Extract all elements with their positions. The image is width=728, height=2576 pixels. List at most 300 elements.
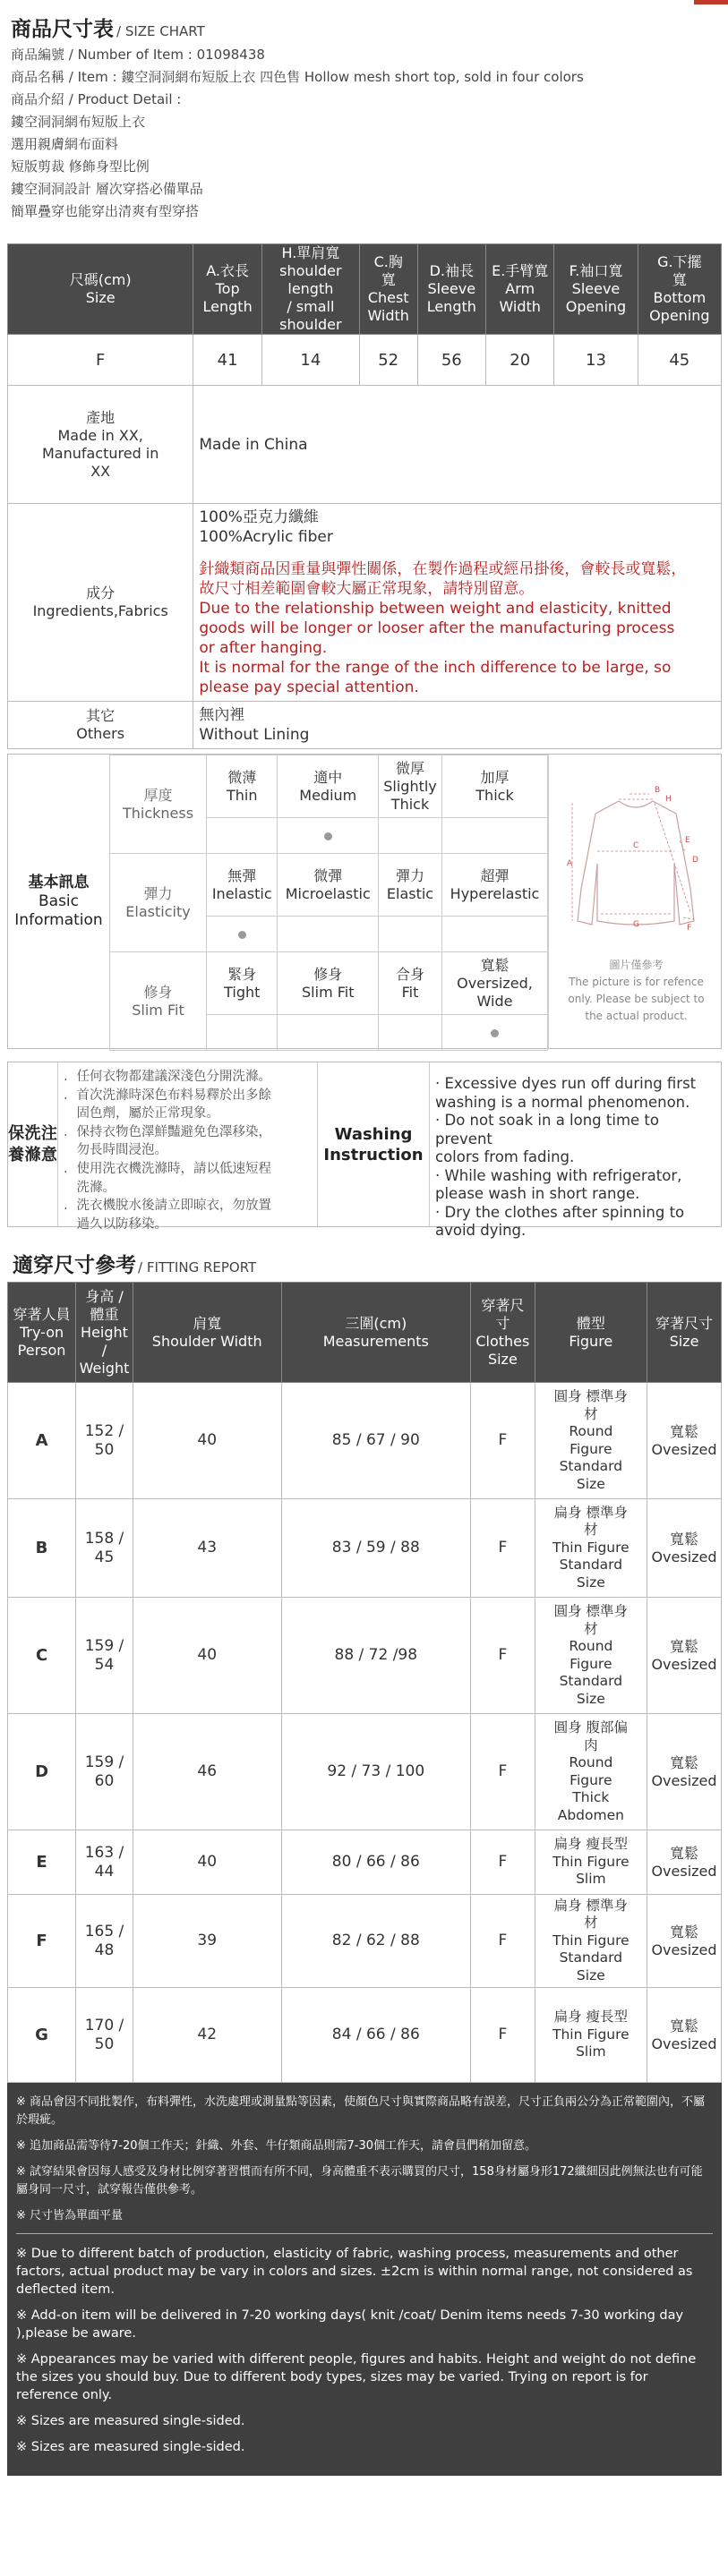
others-label-text: 其它 (86, 707, 116, 724)
washing-label-en (317, 1062, 429, 1226)
size-value-cell: 20 (486, 335, 554, 386)
attribute-option-text: 彈力 (396, 866, 425, 884)
figure-type-text: 圓身 標準身 (553, 1603, 629, 1619)
figure-type-text: Size (576, 1690, 605, 1707)
washing-item-zh: 勿長時間浸泡。 (64, 1143, 167, 1158)
washing-label-zh-text: 保養 (8, 1123, 25, 1164)
basic-info-label-zh: 基本訊息 (28, 873, 90, 891)
figure-caption-line: the actual product. (585, 1010, 688, 1022)
fitting-header-text: Try-on (19, 1323, 64, 1341)
note-zh: ※ 尺寸皆為單面平量 (16, 2209, 124, 2222)
measurements: 80 / 66 / 86 (281, 1830, 471, 1895)
note-zh: ※ 追加商品需等待7-20個工作天；針織、外套、牛仔類商品則需7-30個工作天，請會員們稍加留意。 (16, 2139, 537, 2153)
height-weight-text: 152 / (84, 1421, 124, 1440)
attribute-indicator-cell (207, 818, 278, 854)
attribute-option-text: Slightly (383, 777, 437, 795)
attribute-category-text: 修身 (143, 983, 173, 1001)
figure-type (535, 1714, 647, 1830)
attribute-option-text: Thin (226, 786, 258, 804)
size-header-col (554, 244, 638, 335)
attribute-indicator-cell (278, 1015, 379, 1051)
washing-item-en: · Do not soak in a long time to prevent (435, 1112, 659, 1147)
fit-size-text: Ovesized (651, 1941, 717, 1958)
fitting-header-text: 穿著尺 (481, 1296, 525, 1314)
attribute-option-text: Tight (224, 983, 261, 1001)
height-weight (76, 1383, 133, 1499)
warning-line: goods will be longer or looser after the manufacturing process (199, 619, 675, 637)
size-value-cell: 13 (554, 335, 638, 386)
figure-type-text: 材 (584, 1405, 598, 1422)
fitting-header-text: Height (81, 1323, 128, 1341)
attribute-indicator-cell (441, 917, 547, 952)
attribute-category-text: Thickness (122, 804, 194, 822)
size-header-text: Top (215, 280, 240, 297)
fig-letter-d: D (692, 856, 698, 865)
attribute-option-text: Elastic (386, 884, 434, 902)
attribute-option (207, 854, 278, 917)
knit-warning (199, 559, 715, 697)
fit-size (647, 1895, 722, 1988)
figure-type-text: Thin Figure (552, 1539, 630, 1556)
figure-type (535, 1383, 647, 1499)
basic-info-label-en-1: Basic (38, 891, 79, 910)
height-weight-text: 45 (94, 1548, 115, 1566)
fitting-header-text: Measurements (322, 1332, 429, 1350)
washing-item-zh: ．使用洗衣機洗滌時，請以低速短程 (64, 1161, 271, 1176)
others-label (8, 702, 193, 749)
attribute-option-text: 微彈 (313, 866, 343, 884)
attribute-option (441, 854, 547, 917)
washing-list-zh (57, 1062, 317, 1232)
try-on-person: D (8, 1714, 76, 1830)
attribute-option (278, 952, 379, 1015)
origin-row (8, 386, 722, 504)
size-header-text: Opening (649, 307, 710, 324)
fig-letter-a: A (567, 859, 573, 868)
origin-value: Made in China (193, 386, 722, 504)
attribute-indicator-cell (207, 1015, 278, 1051)
washing-list-en (429, 1062, 721, 1239)
washing-item-zh: ．保持衣物色澤鮮豔避免色澤移染， (64, 1124, 271, 1139)
figure-type-text: Thin Figure (552, 1853, 630, 1870)
fitting-header-text: Weight (79, 1359, 130, 1377)
attribute-option (207, 755, 278, 818)
fig-letter-h: H (665, 795, 672, 804)
shoulder-width: 42 (133, 1988, 281, 2083)
height-weight-text: 170 / (84, 2016, 124, 2034)
size-table (7, 243, 722, 749)
washing-item-zh: ．洗衣機脫水後請立即晾衣，勿放置 (64, 1198, 271, 1214)
material-label-text: Ingredients,Fabrics (32, 602, 168, 619)
material-value (193, 504, 722, 702)
size-header-col (8, 244, 193, 335)
fitting-header-text: 三圍(cm) (345, 1314, 407, 1332)
size-header-text: Size (85, 289, 116, 306)
size-header-text: Arm Width (499, 280, 541, 315)
fitting-header-col (8, 1283, 76, 1383)
attribute-indicator-cell (441, 818, 547, 854)
size-header-col (486, 244, 554, 335)
product-info-line: 短版剪裁 修飾身型比例 (11, 158, 150, 175)
fitting-header-col (133, 1283, 281, 1383)
title-en: / SIZE CHART (116, 23, 205, 39)
attribute-option (278, 854, 379, 917)
fit-size-text: Ovesized (651, 2034, 717, 2052)
attribute-category-text: 彈力 (143, 884, 173, 902)
warning-line: 針織類商品因重量與彈性關係，在製作過程或經吊掛後，會較長或寬鬆， (199, 560, 687, 578)
size-header-text: 寬 (381, 271, 396, 288)
size-header-text: Width (367, 307, 409, 324)
attribute-option-text: Thick (475, 786, 514, 804)
fitting-header-col (281, 1283, 471, 1383)
figure-type-text: Figure (570, 1440, 612, 1457)
shoulder-width: 40 (133, 1383, 281, 1499)
washing-item-en: · Dry the clothes after spinning to (435, 1203, 685, 1221)
fitting-header-text: 寸 (495, 1314, 510, 1332)
attribute-option-text: 微厚 (396, 759, 425, 777)
product-info-line: 鏤空洞洞設計 層次穿搭必備單品 (11, 181, 203, 197)
attribute-option-text: Hyperelastic (450, 884, 540, 902)
size-header-text: C.胸 (373, 253, 403, 270)
attribute-option-text: Inelastic (211, 884, 272, 902)
fig-letter-g: G (633, 920, 639, 929)
washing-item-en: avoid dying. (435, 1222, 527, 1239)
attribute-option-text: 適中 (313, 768, 343, 786)
figure-type-text: 扁身 標準身 (553, 1504, 629, 1521)
attribute-option-text: Microelastic (285, 884, 371, 902)
attribute-option-text: 無彈 (227, 866, 257, 884)
fit-size-text: 寬鬆 (670, 1637, 699, 1655)
height-weight-text: 50 (94, 1440, 115, 1459)
size-header-text: Chest (367, 289, 409, 306)
size-header-text: 寬 (672, 271, 687, 288)
product-info (11, 44, 717, 223)
try-on-person: E (8, 1830, 76, 1895)
attribute-option (278, 755, 379, 818)
figure-caption-line: 圖片僅參考 (609, 959, 664, 971)
figure-type-text: 材 (584, 1522, 598, 1539)
fitting-header-text: 體重 (90, 1305, 119, 1323)
clothes-size: F (471, 1383, 535, 1499)
height-weight (76, 1714, 133, 1830)
size-header-text: Sleeve (427, 280, 476, 297)
figure-type (535, 1830, 647, 1895)
height-weight-text: 159 / (84, 1636, 124, 1655)
attribute-option-text: Medium (299, 786, 357, 804)
figure-type-text: Slim (576, 1871, 606, 1888)
fitting-header-text: Person (17, 1341, 66, 1359)
others-row (8, 702, 722, 749)
attribute-row (110, 755, 548, 818)
selected-dot-icon (238, 931, 246, 939)
basic-info-label-en-2: Information (14, 910, 103, 929)
clothes-size: F (471, 1499, 535, 1598)
size-value-cell: 45 (638, 335, 721, 386)
attribute-category (110, 854, 207, 952)
figure-type-text: Abdomen (557, 1806, 624, 1823)
shoulder-width: 40 (133, 1830, 281, 1895)
fitting-header-text: Clothes (475, 1332, 530, 1350)
note-en: ※ Add-on item will be delivered in 7-20 working days( knit /coat/ Denim items needs 7-30 working day ),please be aware. (16, 2308, 684, 2341)
warning-line: Due to the relationship between weight and elasticity, knitted (199, 600, 672, 618)
size-header-col (261, 244, 359, 335)
fitting-row (8, 1383, 722, 1499)
figure-type-text: Thin Figure (552, 2026, 630, 2043)
material-lines (199, 508, 715, 547)
product-header (0, 0, 728, 223)
warning-line: It is normal for the range of the inch difference to be large, so (199, 659, 672, 677)
try-on-person: G (8, 1988, 76, 2083)
figure-type-text: Figure (570, 1655, 612, 1672)
attribute-option-text: 微薄 (227, 768, 257, 786)
attribute-option (379, 755, 442, 818)
size-header-col (359, 244, 417, 335)
attribute-option (441, 755, 547, 818)
figure-caption-line: only. Please be subject to (568, 993, 705, 1005)
fitting-row (8, 1895, 722, 1988)
figure-type-text: Standard (559, 1673, 623, 1689)
washing-item-en: · While washing with refrigerator, (435, 1166, 682, 1184)
garment-diagram (548, 755, 723, 1048)
attribute-indicator-cell (278, 917, 379, 952)
size-header-col (193, 244, 262, 335)
fit-size-text: Ovesized (651, 1771, 717, 1789)
washing-item-en: colors from fading. (435, 1148, 575, 1165)
fit-size-text: 寬鬆 (670, 1844, 699, 1862)
origin-label-text: 產地 (86, 408, 116, 426)
product-info-line: 商品名稱 / Item : 鏤空洞洞網布短版上衣 四色售 Hollow mesh short top, sold in four colors (11, 69, 584, 85)
others-line: Without Lining (199, 726, 310, 744)
attribute-category-text: Slim Fit (132, 1001, 184, 1019)
figure-type-text: 圓身 腹部偏 (553, 1719, 629, 1736)
figure-type-text: 肉 (584, 1736, 598, 1753)
figure-type (535, 1895, 647, 1988)
height-weight (76, 1895, 133, 1988)
figure-type-text: Thick (572, 1789, 610, 1805)
origin-label-text: Manufactured in (41, 444, 159, 462)
figure-type-text: 材 (584, 1915, 598, 1932)
size-header-text: / small shoulder (279, 298, 342, 333)
washing-item-zh: 固色劑，屬於正常現象。 (64, 1106, 219, 1122)
size-value-cell: 14 (261, 335, 359, 386)
figure-type-text: 圓身 標準身 (553, 1388, 629, 1404)
fig-letter-f: F (687, 924, 692, 933)
fit-size-text: 寬鬆 (670, 1753, 699, 1771)
try-on-person: C (8, 1598, 76, 1714)
fit-size-text: 寬鬆 (670, 1422, 699, 1440)
figure-type (535, 1598, 647, 1714)
fig-letter-b: B (655, 786, 661, 795)
fit-size (647, 1714, 722, 1830)
attribute-indicator-cell (207, 917, 278, 952)
height-weight (76, 1598, 133, 1714)
origin-label-text: XX (90, 462, 111, 480)
attribute-option-text: 加厚 (480, 768, 510, 786)
size-header-text: Opening (565, 298, 627, 315)
figure-type-text: Figure (570, 1771, 612, 1788)
washing-item-zh: ．首次洗滌時深色布料易釋於出多餘 (64, 1088, 271, 1103)
measurements: 84 / 66 / 86 (281, 1988, 471, 2083)
origin-label-text: Made in XX, (57, 426, 143, 444)
attribute-row (110, 854, 548, 917)
fitting-header-text: 體型 (576, 1314, 605, 1332)
product-info-line: 簡單疊穿也能穿出清爽有型穿搭 (11, 203, 200, 219)
fitting-table (7, 1282, 722, 2083)
material-row (8, 504, 722, 702)
height-weight-text: 163 / (84, 1843, 124, 1862)
washing-item-zh: ．任何衣物都建議深淺色分開洗滌。 (64, 1070, 271, 1084)
figure-type-text: Standard (559, 1557, 623, 1574)
attribute-category-text: 厚度 (143, 786, 173, 804)
note-en: ※ Sizes are measured single-sided. (16, 2440, 245, 2454)
fitting-header-text: Figure (569, 1332, 613, 1350)
clothes-size: F (471, 1598, 535, 1714)
fitting-row (8, 1598, 722, 1714)
try-on-person: F (8, 1895, 76, 1988)
figure-type-text: Standard (559, 1949, 623, 1966)
clothes-size: F (471, 1714, 535, 1830)
clothes-size: F (471, 1895, 535, 1988)
height-weight-text: 165 / (84, 1922, 124, 1941)
fit-size-text: 寬鬆 (670, 2017, 699, 2034)
attribute-option-text: 修身 (313, 965, 343, 983)
fig-letter-e: E (685, 836, 690, 845)
measurements: 83 / 59 / 88 (281, 1499, 471, 1598)
shoulder-width: 39 (133, 1895, 281, 1988)
note-zh: ※ 試穿結果會因每人感受及身材比例穿著習慣而有所不同，身高體重不表示購買的尺寸，158身材屬身形172纖細因此例無法也有可能屬身同一尺寸，試穿報告僅供參考。 (16, 2165, 703, 2196)
figure-caption (549, 957, 724, 1025)
height-weight (76, 1830, 133, 1895)
others-line: 無內裡 (199, 706, 245, 724)
figure-type-text: 扁身 瘦長型 (553, 2009, 629, 2026)
fitting-header-col (471, 1283, 535, 1383)
shoulder-width: 46 (133, 1714, 281, 1830)
height-weight-text: 44 (94, 1862, 115, 1881)
title-zh: 商品尺寸表 (11, 18, 114, 41)
fitting-title-en: / FITTING REPORT (138, 1259, 257, 1275)
attribute-category-text: Elasticity (125, 902, 191, 920)
material-label (8, 504, 193, 702)
attribute-option-text: 合身 (396, 965, 425, 983)
size-header-col (638, 244, 721, 335)
washing-label-zh (8, 1062, 57, 1226)
size-chart-title (11, 13, 717, 42)
washing-instruction (7, 1062, 722, 1239)
size-value-cell: 41 (193, 335, 262, 386)
size-header-text: D.袖長 (429, 262, 474, 279)
material-line: 100%Acrylic fiber (199, 528, 333, 546)
washing-label-en-1: Washing (334, 1124, 413, 1144)
attribute-option-text: Thick (390, 795, 430, 813)
attribute-option (207, 952, 278, 1015)
fitting-row (8, 1830, 722, 1895)
figure-type (535, 1499, 647, 1598)
size-header-text: Length (426, 298, 476, 315)
figure-type-text: Size (576, 1966, 605, 1983)
washing-label-zh-text: 洗滌 (24, 1123, 41, 1164)
fig-letter-c: C (633, 841, 639, 850)
size-header-text: shoulder length (279, 262, 342, 297)
fitting-header-col (647, 1283, 722, 1383)
size-header-text: G.下擺 (657, 253, 702, 270)
fitting-header-col (535, 1283, 647, 1383)
washing-item-zh: 過久以防移染。 (64, 1216, 167, 1232)
figure-type-text: 材 (584, 1620, 598, 1637)
size-header-text: E.手臂寬 (492, 262, 549, 279)
corner-accent (694, 0, 728, 4)
shoulder-width: 43 (133, 1499, 281, 1598)
size-header-text: 尺碼(cm) (69, 271, 132, 288)
material-line: 100%亞克力纖維 (199, 508, 319, 526)
attribute-category (110, 755, 207, 854)
others-label-text: Others (76, 725, 125, 742)
selected-dot-icon (491, 1029, 499, 1037)
figure-type-text: Slim (576, 2043, 606, 2060)
figure-type-text: Size (576, 1475, 605, 1492)
product-info-line: 商品介紹 / Product Detail : (11, 91, 182, 107)
size-header-text: A.衣長 (206, 262, 249, 279)
washing-label-en-2: Instruction (323, 1145, 424, 1164)
size-header-text: Sleeve (571, 280, 621, 297)
clothes-size: F (471, 1830, 535, 1895)
product-info-line: 選用親膚網布面料 (11, 136, 119, 152)
figure-type-text: 扁身 瘦長型 (553, 1836, 629, 1853)
size-header-text: Bottom (653, 289, 707, 306)
figure-type-text: 扁身 標準身 (553, 1897, 629, 1914)
size-value-cell: 56 (417, 335, 486, 386)
figure-type (535, 1988, 647, 2083)
note-en: ※ Sizes are measured single-sided. (16, 2414, 245, 2428)
selected-dot-icon (324, 832, 332, 840)
attribute-grid (109, 755, 548, 1051)
fitting-header-text: 穿著人員 (13, 1305, 71, 1323)
clothes-size: F (471, 1988, 535, 2083)
try-on-person: A (8, 1383, 76, 1499)
notes-panel (7, 2083, 722, 2476)
figure-caption-line: The picture is for refence (569, 976, 704, 988)
basic-information (7, 754, 722, 1049)
attribute-indicator-cell (278, 818, 379, 854)
note-en: ※ Appearances may be varied with different people, figures and habits. Height and weight do not define the sizes you should buy. Due to different body types, sizes may be varied. Trying on report is for reference only. (16, 2352, 697, 2402)
washing-item-zh: 洗滌。 (64, 1180, 116, 1195)
fit-size-text: Ovesized (651, 1655, 717, 1673)
fit-size-text: 寬鬆 (670, 1923, 699, 1941)
fitting-header-text: 身高 / (85, 1287, 124, 1305)
fitting-header-row (8, 1283, 722, 1383)
warning-line: or after hanging. (199, 639, 328, 657)
warning-line: 故尺寸相差範圍會較大屬正常現象，請特別留意。 (199, 580, 535, 598)
size-table-header (8, 244, 722, 335)
attribute-option-text: 緊身 (227, 965, 257, 983)
attribute-row (110, 952, 548, 1015)
size-header-text: H.單肩寬 (281, 244, 340, 261)
fitting-title-zh: 適穿尺寸參考 (13, 1254, 136, 1277)
washing-label-zh-text: 注意 (40, 1123, 57, 1164)
measurements: 88 / 72 /98 (281, 1598, 471, 1714)
fit-size-text: 寬鬆 (670, 1530, 699, 1548)
fit-size-text: Ovesized (651, 1440, 717, 1458)
size-row-f (8, 335, 722, 386)
attribute-option-text: 寬鬆 (480, 956, 510, 974)
attribute-option (379, 952, 442, 1015)
measurements: 92 / 73 / 100 (281, 1714, 471, 1830)
height-weight-text: 158 / (84, 1529, 124, 1548)
fitting-header-text: Size (487, 1350, 518, 1368)
product-info-line: 鏤空洞洞網布短版上衣 (11, 114, 146, 130)
attribute-option-text: Oversized, (457, 974, 533, 992)
attribute-option (379, 854, 442, 917)
fit-size (647, 1383, 722, 1499)
